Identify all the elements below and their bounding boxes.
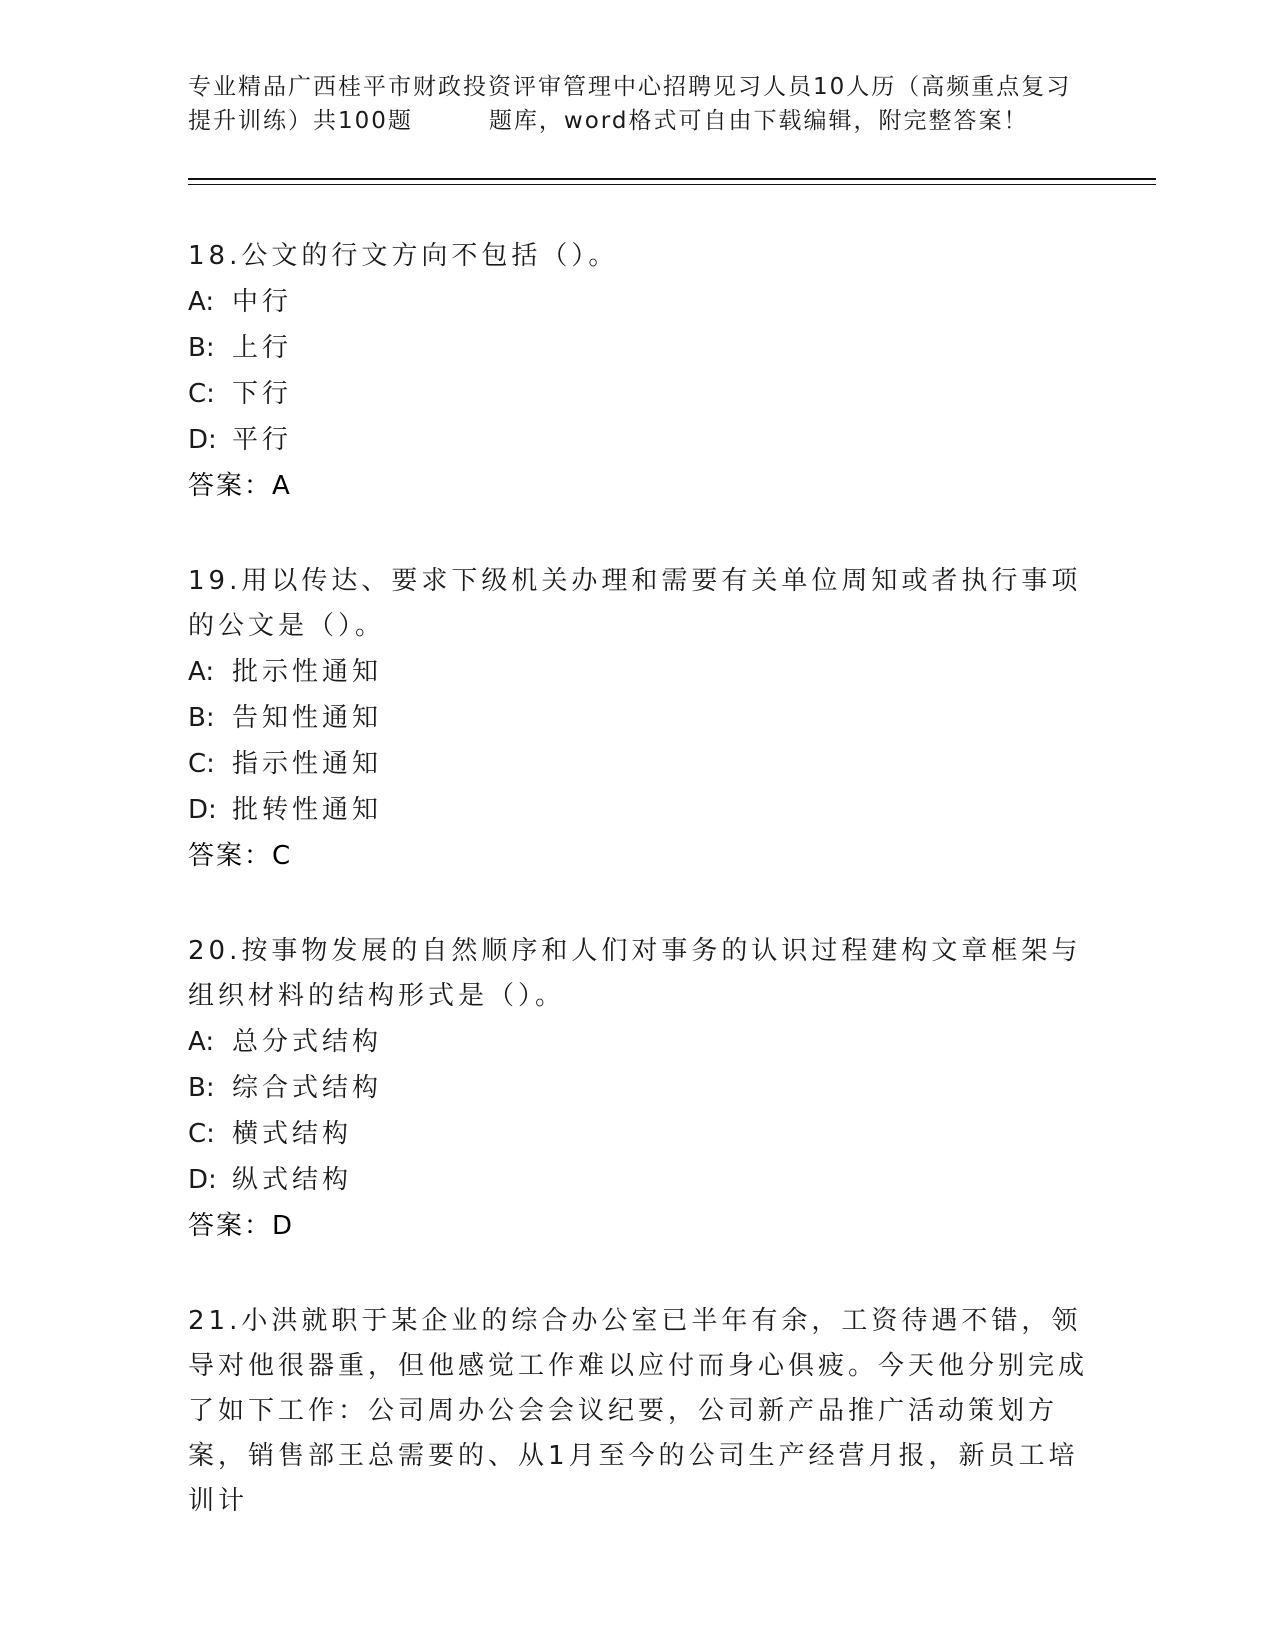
option-text: 批转性通知 xyxy=(232,795,383,825)
option-a xyxy=(188,1019,1088,1065)
option-c xyxy=(188,1111,1088,1157)
option-c xyxy=(188,741,1088,787)
question-18 xyxy=(188,234,1088,509)
option-b xyxy=(188,325,1088,371)
question-21 xyxy=(188,1299,1088,1524)
header-line-2-part-2: 题库，word格式可自由下载编辑，附完整答案！ xyxy=(488,108,1029,134)
header-line-1: 专业精品广西桂平市财政投资评审管理中心招聘见习人员10人历（高频重点复习 xyxy=(188,74,1072,100)
option-c xyxy=(188,371,1088,417)
option-a xyxy=(188,649,1088,695)
answer-line: 答案：D xyxy=(188,1211,295,1241)
option-letter: C: xyxy=(188,379,215,409)
question-list xyxy=(188,234,1088,1574)
option-text: 平行 xyxy=(232,425,293,455)
question-text: 19.用以传达、要求下级机关办理和需要有关单位周知或者执行事项的公文是（）。 xyxy=(188,566,1082,641)
answer-line: 答案：A xyxy=(188,471,292,501)
question-19 xyxy=(188,559,1088,879)
header-rule-thin xyxy=(188,184,1156,185)
option-d xyxy=(188,417,1088,463)
option-letter: B: xyxy=(188,703,215,733)
option-text: 告知性通知 xyxy=(232,703,383,733)
question-text: 18.公文的行文方向不包括（）。 xyxy=(188,241,619,271)
option-b xyxy=(188,695,1088,741)
option-letter: A: xyxy=(188,1027,215,1057)
option-a xyxy=(188,279,1088,325)
option-letter: B: xyxy=(188,1073,215,1103)
option-text: 批示性通知 xyxy=(232,657,383,687)
option-letter: A: xyxy=(188,287,215,317)
answer-line: 答案：C xyxy=(188,841,293,871)
header-rule-thick xyxy=(188,178,1156,180)
header-line-2 xyxy=(188,104,1088,138)
option-text: 下行 xyxy=(232,379,293,409)
question-text: 21.小洪就职于某企业的综合办公室已半年有余，工资待遇不错，领导对他很器重，但他感觉工作难以应付而身心俱疲。今天他分别完成了如下工作：公司周办公会会议纪要，公司新产品推广活动策划方案，销售部王总需要的、从1月至今的公司生产经营月报，新员工培训计 xyxy=(188,1306,1089,1516)
option-d xyxy=(188,787,1088,833)
option-text: 综合式结构 xyxy=(232,1073,383,1103)
option-letter: D: xyxy=(188,425,217,455)
option-text: 横式结构 xyxy=(232,1119,353,1149)
option-letter: D: xyxy=(188,1165,217,1195)
question-text: 20.按事物发展的自然顺序和人们对事务的认识过程建构文章框架与组织材料的结构形式是（）。 xyxy=(188,936,1082,1011)
option-letter: D: xyxy=(188,795,217,825)
option-text: 中行 xyxy=(232,287,293,317)
option-b xyxy=(188,1065,1088,1111)
option-letter: C: xyxy=(188,1119,215,1149)
document-header xyxy=(188,70,1088,138)
question-20 xyxy=(188,929,1088,1249)
option-text: 总分式结构 xyxy=(232,1027,383,1057)
option-text: 纵式结构 xyxy=(232,1165,353,1195)
option-text: 上行 xyxy=(232,333,293,363)
option-d xyxy=(188,1157,1088,1203)
option-letter: A: xyxy=(188,657,215,687)
header-line-2-part-1: 提升训练）共100题 xyxy=(188,108,413,134)
option-letter: C: xyxy=(188,749,215,779)
option-letter: B: xyxy=(188,333,215,363)
option-text: 指示性通知 xyxy=(232,749,383,779)
